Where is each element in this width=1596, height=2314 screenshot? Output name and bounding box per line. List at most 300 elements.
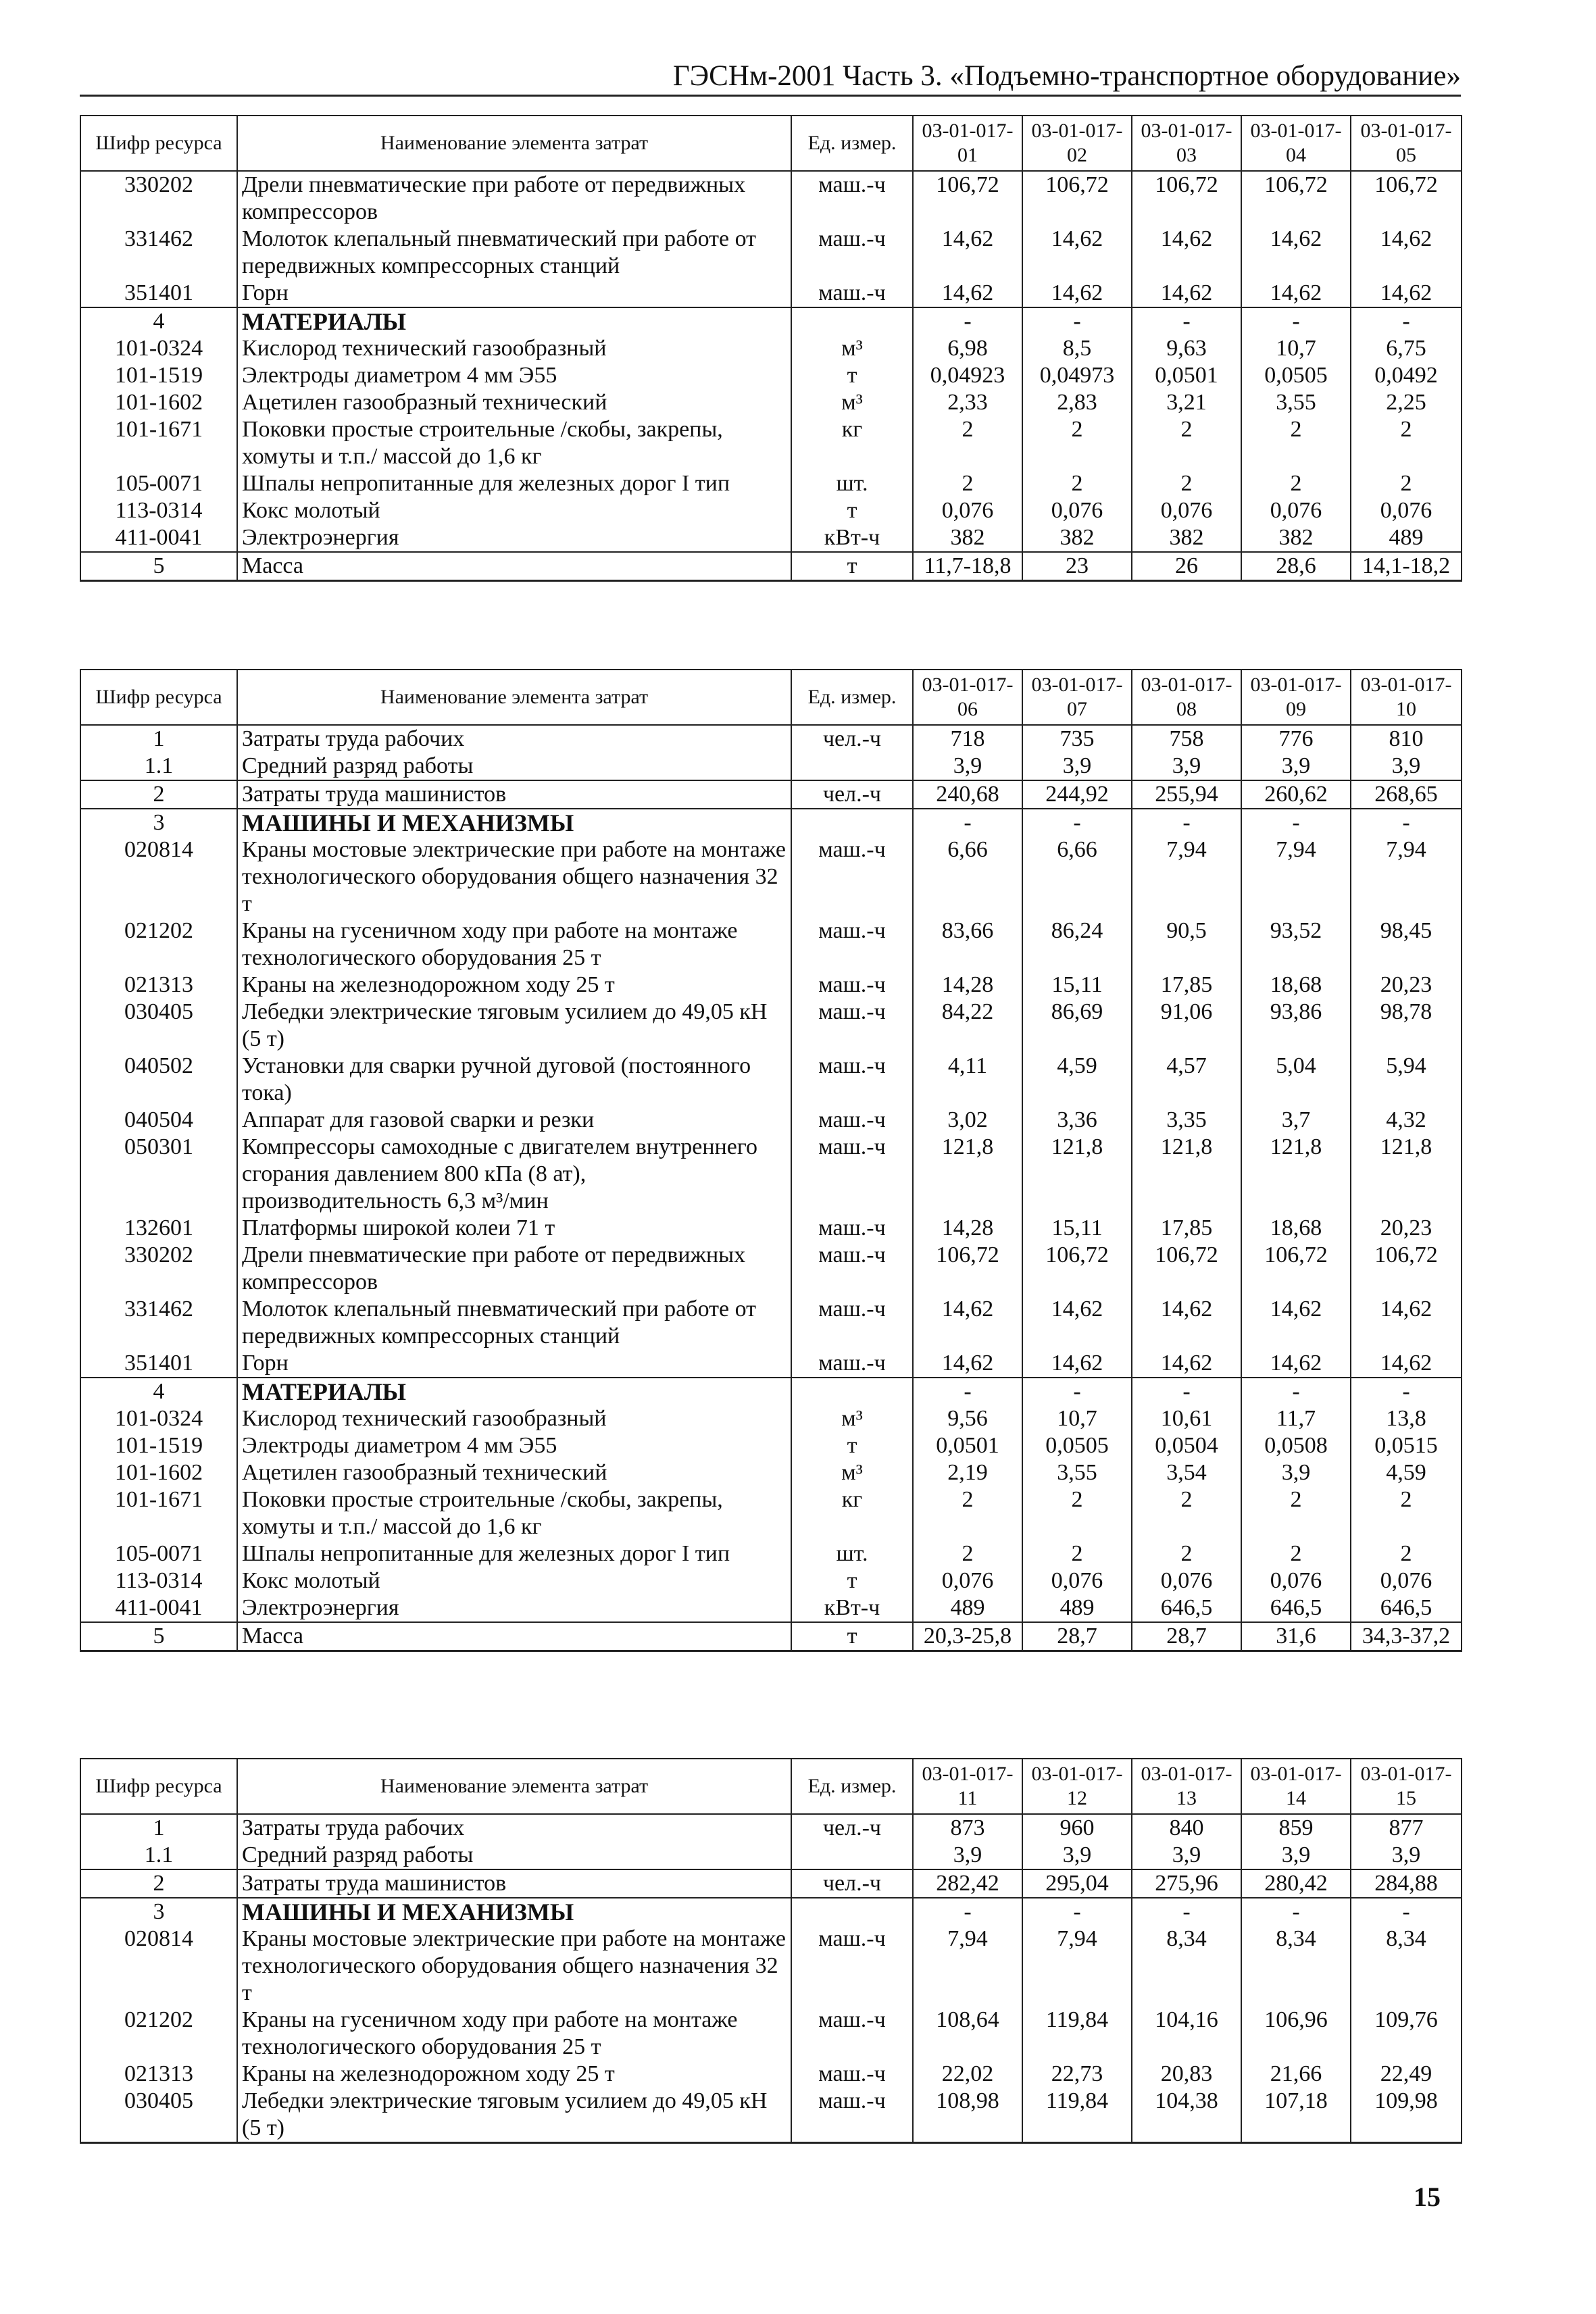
value-cell: 0,04973 — [1022, 362, 1132, 389]
value-cell: 93,86 — [1241, 999, 1351, 1053]
unit-cell: кВт-ч — [791, 1594, 913, 1622]
value-cell: 3,9 — [1351, 1842, 1462, 1869]
value-cell: 14,62 — [1351, 226, 1462, 280]
table-row — [80, 1378, 1462, 1405]
resource-name: Поковки простые строительные /скобы, закрепы, хомуты и т.п./ массой до 1,6 кг — [237, 416, 791, 470]
table-row — [80, 2007, 1462, 2061]
value-cell: 14,1-18,2 — [1351, 552, 1462, 581]
resource-code: 330202 — [80, 1242, 237, 1296]
page-header: ГЭСНм-2001 Часть 3. «Подъемно-транспортное оборудование» — [80, 61, 1461, 97]
header-code: Шифр ресурса — [80, 670, 237, 725]
value-cell: 14,62 — [1022, 1296, 1132, 1350]
resource-name: Краны на железнодорожном ходу 25 т — [237, 972, 791, 999]
value-cell: 0,076 — [1241, 1567, 1351, 1594]
value-cell: 2,33 — [913, 389, 1022, 416]
resource-name: Горн — [237, 1350, 791, 1378]
unit-cell: маш.-ч — [791, 226, 913, 280]
resource-code: 2 — [80, 1869, 237, 1898]
value-cell: - — [1132, 809, 1241, 836]
table-row — [80, 1350, 1462, 1378]
resource-code: 050301 — [80, 1134, 237, 1215]
resource-name: Шпалы непропитанные для железных дорог I тип — [237, 470, 791, 497]
value-cell: 8,5 — [1022, 335, 1132, 362]
value-cell: 10,7 — [1241, 335, 1351, 362]
value-cell: 4,11 — [913, 1053, 1022, 1107]
header-column-code: 03-01-017-06 — [913, 670, 1022, 725]
resource-table-2 — [80, 669, 1462, 1652]
value-cell: 18,68 — [1241, 972, 1351, 999]
value-cell: 14,62 — [1241, 226, 1351, 280]
value-cell: 0,0492 — [1351, 362, 1462, 389]
value-cell: - — [1022, 307, 1132, 335]
header-column-code: 03-01-017-07 — [1022, 670, 1132, 725]
resource-code: 4 — [80, 1378, 237, 1405]
value-cell: 11,7-18,8 — [913, 552, 1022, 581]
resource-code: 101-0324 — [80, 335, 237, 362]
table-row — [80, 307, 1462, 335]
header-unit: Ед. измер. — [791, 116, 913, 171]
value-cell: 7,94 — [913, 1926, 1022, 2007]
value-cell: 34,3-37,2 — [1351, 1622, 1462, 1651]
value-cell: 5,04 — [1241, 1053, 1351, 1107]
resource-code: 351401 — [80, 280, 237, 307]
resource-name: Затраты труда машинистов — [237, 780, 791, 809]
value-cell: 0,076 — [1241, 497, 1351, 524]
value-cell: 2,19 — [913, 1459, 1022, 1486]
value-cell: 14,62 — [1241, 280, 1351, 307]
table-row — [80, 1814, 1462, 1842]
value-cell: 382 — [1241, 524, 1351, 552]
table-row — [80, 362, 1462, 389]
unit-cell: маш.-ч — [791, 1350, 913, 1378]
value-cell: 20,23 — [1351, 972, 1462, 999]
value-cell: 4,57 — [1132, 1053, 1241, 1107]
value-cell: 3,9 — [1241, 1842, 1351, 1869]
resource-code: 101-0324 — [80, 1405, 237, 1432]
resource-name: Затраты труда машинистов — [237, 1869, 791, 1898]
table-row — [80, 389, 1462, 416]
value-cell: 106,72 — [1241, 171, 1351, 226]
header-code: Шифр ресурса — [80, 1759, 237, 1814]
unit-cell: т — [791, 1567, 913, 1594]
value-cell: 4,59 — [1022, 1053, 1132, 1107]
value-cell: - — [1351, 1898, 1462, 1926]
header-column-code: 03-01-017-11 — [913, 1759, 1022, 1814]
resource-name: Кокс молотый — [237, 1567, 791, 1594]
value-cell: 86,69 — [1022, 999, 1132, 1053]
resource-code: 040502 — [80, 1053, 237, 1107]
value-cell: 14,62 — [1351, 1296, 1462, 1350]
header-column-code: 03-01-017-04 — [1241, 116, 1351, 171]
value-cell: 758 — [1132, 725, 1241, 753]
value-cell: 21,66 — [1241, 2061, 1351, 2088]
resource-name: Платформы широкой колеи 71 т — [237, 1215, 791, 1242]
value-cell: 14,62 — [1351, 1350, 1462, 1378]
resource-code: 040504 — [80, 1107, 237, 1134]
table-row — [80, 836, 1462, 917]
value-cell: 14,62 — [1132, 1350, 1241, 1378]
table-row — [80, 470, 1462, 497]
value-cell: 3,02 — [913, 1107, 1022, 1134]
resource-code: 3 — [80, 1898, 237, 1926]
header-column-code: 03-01-017-01 — [913, 116, 1022, 171]
value-cell: 22,02 — [913, 2061, 1022, 2088]
value-cell: - — [1241, 1898, 1351, 1926]
value-cell: 10,61 — [1132, 1405, 1241, 1432]
resource-name: Компрессоры самоходные с двигателем внутреннего сгорания давлением 800 кПа (8 ат), производительность 6,3 м³/мин — [237, 1134, 791, 1215]
value-cell: 873 — [913, 1814, 1022, 1842]
value-cell: 3,9 — [1351, 753, 1462, 780]
value-cell: 3,9 — [1132, 753, 1241, 780]
value-cell: 0,0501 — [913, 1432, 1022, 1459]
value-cell: 6,66 — [1022, 836, 1132, 917]
header-column-code: 03-01-017-09 — [1241, 670, 1351, 725]
value-cell: 8,34 — [1241, 1926, 1351, 2007]
resource-name: Ацетилен газообразный технический — [237, 389, 791, 416]
value-cell: 260,62 — [1241, 780, 1351, 809]
value-cell: - — [1241, 307, 1351, 335]
value-cell: 4,59 — [1351, 1459, 1462, 1486]
value-cell: 8,34 — [1132, 1926, 1241, 2007]
value-cell: 2 — [1022, 1486, 1132, 1540]
unit-cell: кВт-ч — [791, 524, 913, 552]
value-cell: 26 — [1132, 552, 1241, 581]
value-cell: 83,66 — [913, 917, 1022, 972]
value-cell: 14,62 — [1132, 1296, 1241, 1350]
value-cell: 3,36 — [1022, 1107, 1132, 1134]
table-row — [80, 1432, 1462, 1459]
value-cell: - — [913, 809, 1022, 836]
value-cell: 121,8 — [913, 1134, 1022, 1215]
header-column-code: 03-01-017-02 — [1022, 116, 1132, 171]
resource-name: Средний разряд работы — [237, 753, 791, 780]
header-unit: Ед. измер. — [791, 1759, 913, 1814]
table-row — [80, 1215, 1462, 1242]
resource-code: 331462 — [80, 226, 237, 280]
page-number: 15 — [1414, 2182, 1441, 2212]
value-cell: 14,62 — [1022, 226, 1132, 280]
resource-code: 5 — [80, 1622, 237, 1651]
unit-cell: маш.-ч — [791, 1134, 913, 1215]
unit-cell: маш.-ч — [791, 280, 913, 307]
unit-cell: м³ — [791, 1459, 913, 1486]
resource-code: 101-1602 — [80, 1459, 237, 1486]
table-row — [80, 1594, 1462, 1622]
resource-name: Лебедки электрические тяговым усилием до 49,05 кН (5 т) — [237, 999, 791, 1053]
value-cell: 2 — [1351, 1540, 1462, 1567]
unit-cell: м³ — [791, 335, 913, 362]
resource-code: 101-1671 — [80, 416, 237, 470]
resource-code: 351401 — [80, 1350, 237, 1378]
table-row — [80, 725, 1462, 753]
resource-name: Дрели пневматические при работе от передвижных компрессоров — [237, 1242, 791, 1296]
value-cell: 106,72 — [1132, 1242, 1241, 1296]
value-cell: 93,52 — [1241, 917, 1351, 972]
value-cell: 15,11 — [1022, 1215, 1132, 1242]
value-cell: 255,94 — [1132, 780, 1241, 809]
value-cell: 0,0505 — [1022, 1432, 1132, 1459]
value-cell: 382 — [913, 524, 1022, 552]
value-cell: 0,0501 — [1132, 362, 1241, 389]
header-name: Наименование элемента затрат — [237, 1759, 791, 1814]
header-column-code: 03-01-017-08 — [1132, 670, 1241, 725]
header-unit: Ед. измер. — [791, 670, 913, 725]
resource-name: Кокс молотый — [237, 497, 791, 524]
resource-name: Шпалы непропитанные для железных дорог I тип — [237, 1540, 791, 1567]
unit-cell: маш.-ч — [791, 999, 913, 1053]
value-cell: - — [1241, 1378, 1351, 1405]
resource-code: 1.1 — [80, 753, 237, 780]
value-cell: 6,75 — [1351, 335, 1462, 362]
value-cell: 7,94 — [1351, 836, 1462, 917]
value-cell: 295,04 — [1022, 1869, 1132, 1898]
value-cell: 2 — [1241, 1540, 1351, 1567]
value-cell: 14,62 — [913, 226, 1022, 280]
value-cell: 22,49 — [1351, 2061, 1462, 2088]
value-cell: 106,72 — [1351, 1242, 1462, 1296]
value-cell: 0,0504 — [1132, 1432, 1241, 1459]
value-cell: 3,55 — [1241, 389, 1351, 416]
value-cell: 119,84 — [1022, 2088, 1132, 2143]
value-cell: 2 — [1022, 416, 1132, 470]
table-row — [80, 1459, 1462, 1486]
value-cell: 382 — [1022, 524, 1132, 552]
value-cell: 3,9 — [1022, 1842, 1132, 1869]
value-cell: 0,0508 — [1241, 1432, 1351, 1459]
table-row — [80, 552, 1462, 581]
value-cell: 3,55 — [1022, 1459, 1132, 1486]
unit-cell: маш.-ч — [791, 1296, 913, 1350]
resource-code: 113-0314 — [80, 497, 237, 524]
value-cell: 2,25 — [1351, 389, 1462, 416]
value-cell: 121,8 — [1351, 1134, 1462, 1215]
resource-name: Затраты труда рабочих — [237, 1814, 791, 1842]
resource-name: Молоток клепальный пневматический при работе от передвижных компрессорных станций — [237, 226, 791, 280]
unit-cell: маш.-ч — [791, 2061, 913, 2088]
value-cell: 0,0505 — [1241, 362, 1351, 389]
value-cell: 489 — [1022, 1594, 1132, 1622]
value-cell: - — [1022, 1378, 1132, 1405]
resource-table-1 — [80, 115, 1462, 582]
resource-code: 411-0041 — [80, 524, 237, 552]
table-row — [80, 917, 1462, 972]
value-cell: - — [1132, 1378, 1241, 1405]
value-cell: 2 — [1022, 470, 1132, 497]
value-cell: 0,076 — [1022, 1567, 1132, 1594]
resource-name: Поковки простые строительные /скобы, закрепы, хомуты и т.п./ массой до 1,6 кг — [237, 1486, 791, 1540]
value-cell: 0,0515 — [1351, 1432, 1462, 1459]
value-cell: 108,64 — [913, 2007, 1022, 2061]
value-cell: 91,06 — [1132, 999, 1241, 1053]
resource-code: 021202 — [80, 917, 237, 972]
value-cell: 3,54 — [1132, 1459, 1241, 1486]
value-cell: 9,56 — [913, 1405, 1022, 1432]
resource-table-3 — [80, 1758, 1462, 2144]
table-row — [80, 497, 1462, 524]
resource-name: Лебедки электрические тяговым усилием до 49,05 кН (5 т) — [237, 2088, 791, 2143]
unit-cell: чел.-ч — [791, 780, 913, 809]
value-cell: 489 — [1351, 524, 1462, 552]
value-cell: 14,28 — [913, 1215, 1022, 1242]
unit-cell: маш.-ч — [791, 917, 913, 972]
unit-cell: т — [791, 1622, 913, 1651]
resource-code: 101-1519 — [80, 1432, 237, 1459]
value-cell: 7,94 — [1241, 836, 1351, 917]
resource-name: Краны мостовые электрические при работе на монтаже технологического оборудования общего назначения 32 т — [237, 836, 791, 917]
value-cell: 18,68 — [1241, 1215, 1351, 1242]
resource-code: 2 — [80, 780, 237, 809]
resource-name: МАТЕРИАЛЫ — [237, 307, 791, 335]
header-column-code: 03-01-017-10 — [1351, 670, 1462, 725]
value-cell: 2 — [1132, 1486, 1241, 1540]
unit-cell: м³ — [791, 1405, 913, 1432]
value-cell: 121,8 — [1132, 1134, 1241, 1215]
unit-cell — [791, 1842, 913, 1869]
value-cell: 2 — [1022, 1540, 1132, 1567]
value-cell: 776 — [1241, 725, 1351, 753]
value-cell: 28,6 — [1241, 552, 1351, 581]
value-cell: 280,42 — [1241, 1869, 1351, 1898]
resource-code: 101-1602 — [80, 389, 237, 416]
value-cell: 2,83 — [1022, 389, 1132, 416]
resource-code: 030405 — [80, 999, 237, 1053]
value-cell: 2 — [1351, 416, 1462, 470]
table-row — [80, 335, 1462, 362]
header-column-code: 03-01-017-15 — [1351, 1759, 1462, 1814]
value-cell: 106,72 — [1351, 171, 1462, 226]
value-cell: 14,62 — [913, 1296, 1022, 1350]
resource-code: 5 — [80, 552, 237, 581]
value-cell: 0,04923 — [913, 362, 1022, 389]
value-cell: 9,63 — [1132, 335, 1241, 362]
value-cell: 0,076 — [1132, 1567, 1241, 1594]
value-cell: 2 — [1132, 416, 1241, 470]
resource-name: Краны мостовые электрические при работе на монтаже технологического оборудования общего назначения 32 т — [237, 1926, 791, 2007]
resource-name: Средний разряд работы — [237, 1842, 791, 1869]
unit-cell: шт. — [791, 470, 913, 497]
value-cell: 2 — [913, 470, 1022, 497]
header-column-code: 03-01-017-12 — [1022, 1759, 1132, 1814]
header-column-code: 03-01-017-05 — [1351, 116, 1462, 171]
table-header-row — [80, 116, 1462, 171]
resource-code: 020814 — [80, 1926, 237, 2007]
value-cell: 3,9 — [913, 753, 1022, 780]
value-cell: 2 — [1241, 416, 1351, 470]
value-cell: 0,076 — [913, 497, 1022, 524]
value-cell: - — [913, 1378, 1022, 1405]
table-row — [80, 999, 1462, 1053]
header-column-code: 03-01-017-14 — [1241, 1759, 1351, 1814]
resource-code: 331462 — [80, 1296, 237, 1350]
unit-cell: маш.-ч — [791, 2088, 913, 2143]
value-cell: 13,8 — [1351, 1405, 1462, 1432]
value-cell: 7,94 — [1132, 836, 1241, 917]
value-cell: 284,88 — [1351, 1869, 1462, 1898]
value-cell: 3,9 — [1022, 753, 1132, 780]
value-cell: 8,34 — [1351, 1926, 1462, 2007]
unit-cell: чел.-ч — [791, 1814, 913, 1842]
value-cell: 2 — [1351, 470, 1462, 497]
resource-name: МАШИНЫ И МЕХАНИЗМЫ — [237, 1898, 791, 1926]
value-cell: 3,9 — [1241, 1459, 1351, 1486]
resource-code: 105-0071 — [80, 470, 237, 497]
table-row — [80, 753, 1462, 780]
table-row — [80, 416, 1462, 470]
value-cell: 107,18 — [1241, 2088, 1351, 2143]
unit-cell — [791, 809, 913, 836]
value-cell: - — [1351, 307, 1462, 335]
unit-cell: маш.-ч — [791, 1053, 913, 1107]
resource-code: 4 — [80, 307, 237, 335]
resource-name: Электроэнергия — [237, 1594, 791, 1622]
unit-cell: маш.-ч — [791, 972, 913, 999]
value-cell: 86,24 — [1022, 917, 1132, 972]
table-row — [80, 809, 1462, 836]
value-cell: 108,98 — [913, 2088, 1022, 2143]
resource-code: 411-0041 — [80, 1594, 237, 1622]
resource-code: 021202 — [80, 2007, 237, 2061]
table-row — [80, 2088, 1462, 2143]
value-cell: 17,85 — [1132, 972, 1241, 999]
table-row — [80, 1107, 1462, 1134]
unit-cell: м³ — [791, 389, 913, 416]
resource-code: 021313 — [80, 2061, 237, 2088]
resource-code: 1.1 — [80, 1842, 237, 1869]
resource-name: Краны на железнодорожном ходу 25 т — [237, 2061, 791, 2088]
value-cell: 14,62 — [1351, 280, 1462, 307]
value-cell: 20,83 — [1132, 2061, 1241, 2088]
unit-cell: кг — [791, 1486, 913, 1540]
value-cell: 0,076 — [1351, 1567, 1462, 1594]
value-cell: 28,7 — [1132, 1622, 1241, 1651]
unit-cell: т — [791, 497, 913, 524]
resource-name: Установки для сварки ручной дуговой (постоянного тока) — [237, 1053, 791, 1107]
table-row — [80, 171, 1462, 226]
value-cell: 90,5 — [1132, 917, 1241, 972]
table-row — [80, 1486, 1462, 1540]
value-cell: 23 — [1022, 552, 1132, 581]
value-cell: 15,11 — [1022, 972, 1132, 999]
value-cell: 98,45 — [1351, 917, 1462, 972]
value-cell: 3,35 — [1132, 1107, 1241, 1134]
value-cell: 0,076 — [1351, 497, 1462, 524]
value-cell: 282,42 — [913, 1869, 1022, 1898]
resource-name: Масса — [237, 1622, 791, 1651]
value-cell: 14,62 — [1241, 1350, 1351, 1378]
resource-code: 020814 — [80, 836, 237, 917]
value-cell: - — [1241, 809, 1351, 836]
value-cell: 6,66 — [913, 836, 1022, 917]
resource-code: 113-0314 — [80, 1567, 237, 1594]
value-cell: - — [1351, 1378, 1462, 1405]
value-cell: 810 — [1351, 725, 1462, 753]
unit-cell: маш.-ч — [791, 1242, 913, 1296]
value-cell: 3,7 — [1241, 1107, 1351, 1134]
resource-name: Краны на гусеничном ходу при работе на монтаже технологического оборудования 25 т — [237, 2007, 791, 2061]
table-row — [80, 1405, 1462, 1432]
value-cell: 14,62 — [1132, 226, 1241, 280]
value-cell: 6,98 — [913, 335, 1022, 362]
unit-cell: т — [791, 362, 913, 389]
value-cell: 2 — [913, 416, 1022, 470]
value-cell: 10,7 — [1022, 1405, 1132, 1432]
table-header-row — [80, 1759, 1462, 1814]
value-cell: 14,62 — [1022, 280, 1132, 307]
unit-cell: маш.-ч — [791, 171, 913, 226]
value-cell: 17,85 — [1132, 1215, 1241, 1242]
resource-name: Затраты труда рабочих — [237, 725, 791, 753]
value-cell: 2 — [1132, 470, 1241, 497]
